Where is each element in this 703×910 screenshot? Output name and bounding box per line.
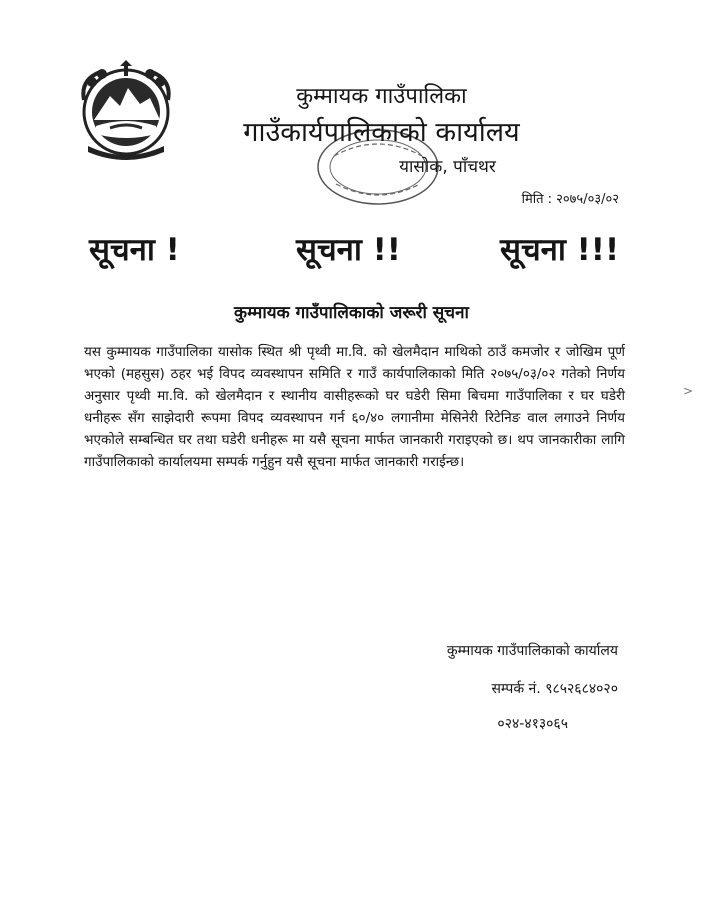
notice-heading-2: सूचना !! bbox=[296, 232, 401, 268]
notice-heading-1: सूचना ! bbox=[89, 232, 180, 268]
notice-body: यस कुम्मायक गाउँपालिका यासोक स्थित श्री पृथ्वी मा.वि. को खेलमैदान माथिको ठाउँ कमजोर र जोखिम पूर्ण भएको (महसुस) ठहर भई विपद व्यवस्थापन समिति र गाउँ कार्यपालिकाको मिति २०७५/०३/०२ गतेको निर्णय अनुसार पृथ्वी मा.वि. को खेलमैदान र स्थानीय वासीहरूको घर घडेरी सिमा बिचमा गाउँपालिका र घर घडेरी धनीहरू सँग साझेदारी रूपमा विपद व्यवस्थापन गर्न ६०/४० लगानीमा मेसिनेरी रिटेनिङ वाल लगाउने निर्णय भएकोले सम्बन्धित घर तथा घडेरी धनीहरू मा यसै सूचना मार्फत जानकारी गराइएको छ। थप जानकारीका लागि गाउँपालिकाको कार्यालयमा सम्पर्क गर्नुहुन यसै सूचना मार्फत जानकारी गराईन्छ। bbox=[84, 344, 625, 470]
notice-date: मिति : २०७५/०३/०२ bbox=[521, 192, 619, 207]
contact-landline: ०२४-४१३०६५ bbox=[497, 716, 568, 732]
office-address: यासोक, पाँचथर bbox=[399, 157, 496, 177]
office-name: गाउँकार्यपालिकाको कार्यालय bbox=[243, 117, 520, 148]
contact-mobile: सम्पर्क नं. ९८५२६८४०२० bbox=[491, 681, 618, 697]
signature-office: कुम्मायक गाउँपालिकाको कार्यालय bbox=[446, 643, 618, 659]
municipality-name: कुम्मायक गाउँपालिका bbox=[296, 84, 467, 109]
notice-heading-3: सूचना !!! bbox=[500, 232, 620, 268]
notice-title: कुम्मायक गाउँपालिकाको जरूरी सूचना bbox=[234, 303, 469, 323]
margin-mark: > bbox=[683, 384, 694, 398]
